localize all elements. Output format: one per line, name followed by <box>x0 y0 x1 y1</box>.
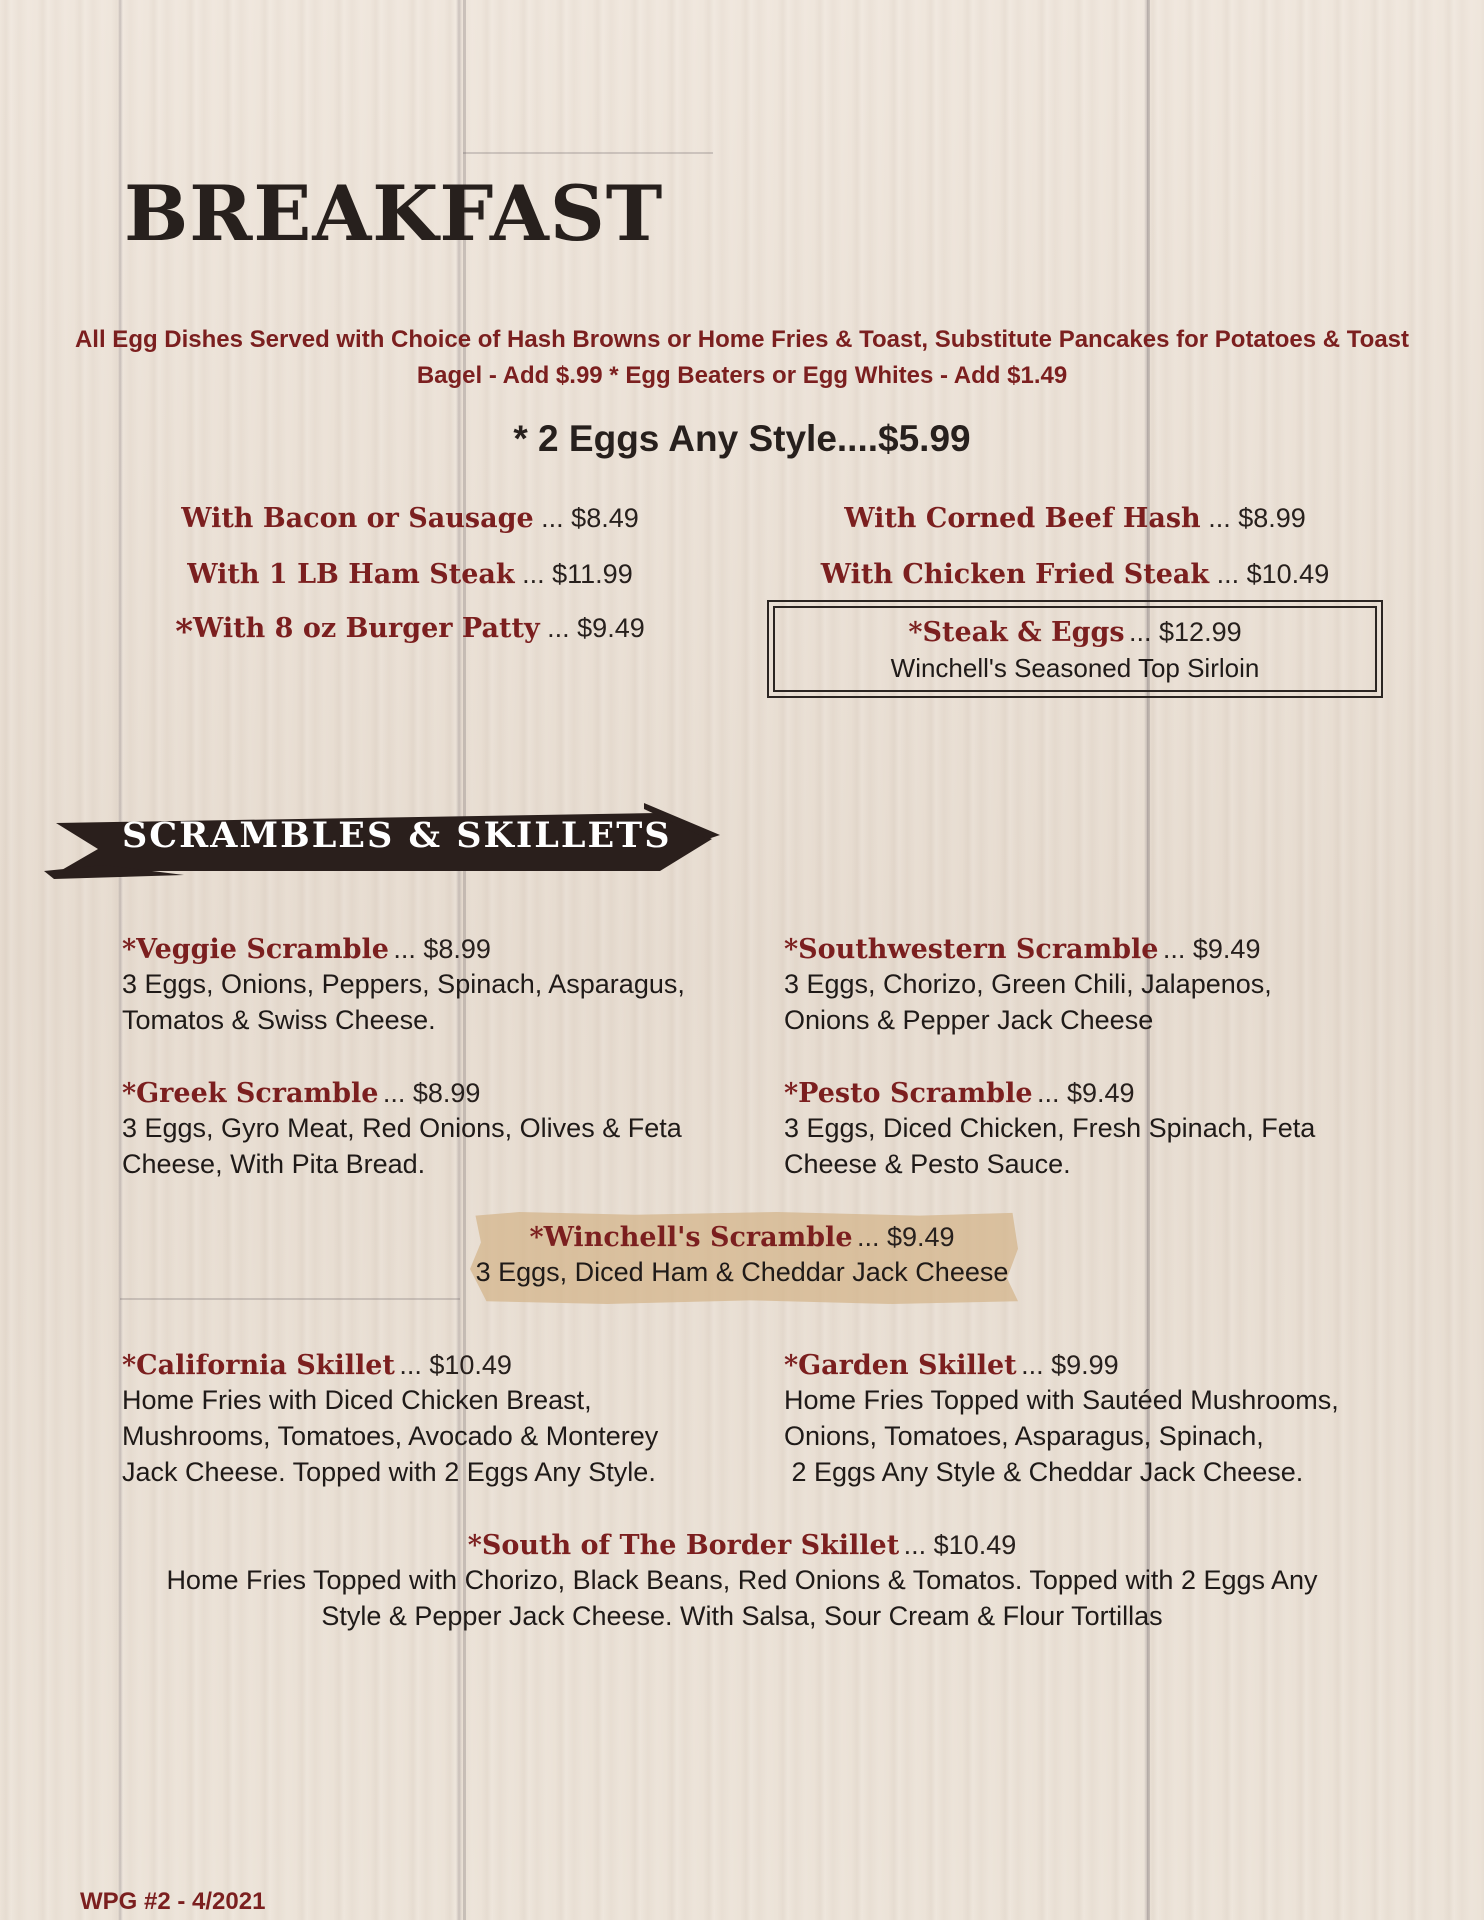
addon-price: ... $10.49 <box>1216 559 1330 589</box>
featured-desc: Winchell's Seasoned Top Sirloin <box>890 653 1260 684</box>
item-name: *Winchell's Scramble <box>529 1222 853 1253</box>
item-name: *Veggie Scramble <box>122 934 389 965</box>
item-price: ... $9.99 <box>1021 1350 1119 1380</box>
item-name: *South of The Border Skillet <box>467 1530 900 1561</box>
intro-line-1: All Egg Dishes Served with Choice of Hash Browns or Home Fries & Toast, Substitute Pancakes for Potatoes & Toast <box>74 326 1410 353</box>
menu-item-greek-scramble <box>122 1076 682 1183</box>
item-desc-line: 3 Eggs, Chorizo, Green Chili, Jalapenos, <box>784 969 1272 1000</box>
item-name: *California Skillet <box>122 1350 395 1381</box>
addon-price: ... $11.99 <box>522 559 633 589</box>
featured-steak-eggs-box <box>767 600 1383 698</box>
item-desc-line: Home Fries with Diced Chicken Breast, <box>122 1385 592 1416</box>
item-price: ... $10.49 <box>399 1350 512 1380</box>
item-price: ... $9.49 <box>856 1222 955 1252</box>
item-name: *Southwestern Scramble <box>784 934 1159 965</box>
footer-code: WPG #2 - 4/2021 <box>80 1888 266 1915</box>
addon-price: ... $8.49 <box>541 503 639 533</box>
featured-price: ... $12.99 <box>1129 617 1242 647</box>
addon-bacon-sausage <box>160 502 660 535</box>
addon-price: ... $9.49 <box>547 613 645 643</box>
menu-item-winchells-scramble <box>0 1220 1484 1291</box>
item-desc-line: 3 Eggs, Diced Chicken, Fresh Spinach, Feta <box>784 1113 1316 1144</box>
item-name: *Pesto Scramble <box>784 1078 1033 1109</box>
item-desc-line: Cheese & Pesto Sauce. <box>784 1149 1071 1179</box>
wood-seam <box>120 1298 460 1300</box>
addon-chicken-fried-steak <box>767 558 1383 591</box>
item-desc-line: 3 Eggs, Gyro Meat, Red Onions, Olives & Feta <box>122 1113 682 1144</box>
item-desc-line: Onions & Pepper Jack Cheese <box>784 1005 1154 1035</box>
item-name: *Greek Scramble <box>122 1078 379 1109</box>
item-desc-line: Onions, Tomatoes, Asparagus, Spinach, <box>784 1421 1264 1451</box>
item-price: ... $9.49 <box>1162 934 1261 964</box>
menu-item-pesto-scramble <box>784 1076 1315 1183</box>
addon-name: With Bacon or Sausage <box>181 503 534 534</box>
menu-item-southwestern-scramble <box>784 932 1272 1039</box>
item-desc-line: Jack Cheese. Topped with 2 Eggs Any Style. <box>122 1456 656 1487</box>
menu-item-california-skillet <box>122 1348 658 1491</box>
addon-name: With Chicken Fried Steak <box>820 559 1210 590</box>
addon-price: ... $8.99 <box>1208 503 1306 533</box>
menu-item-veggie-scramble <box>122 932 685 1039</box>
headline-two-eggs: * 2 Eggs Any Style....$5.99 <box>513 418 971 459</box>
item-price: ... $8.99 <box>382 1078 481 1108</box>
item-desc-line: 3 Eggs, Onions, Peppers, Spinach, Asparagus, <box>122 969 685 1000</box>
featured-steak-eggs <box>769 614 1381 687</box>
menu-item-garden-skillet <box>784 1348 1339 1491</box>
item-desc-line: 3 Eggs, Diced Ham & Cheddar Jack Cheese <box>475 1257 1009 1288</box>
wood-seam <box>463 152 713 154</box>
menu-item-south-of-the-border-skillet <box>0 1528 1484 1635</box>
addon-name: With Corned Beef Hash <box>844 503 1201 534</box>
addon-star: * <box>175 612 194 652</box>
addon-corned-beef-hash <box>767 502 1383 535</box>
item-desc-line: 2 Eggs Any Style & Cheddar Jack Cheese. <box>784 1456 1304 1487</box>
item-name: *Garden Skillet <box>784 1350 1017 1381</box>
item-desc-line: Style & Pepper Jack Cheese. With Salsa, Sour Cream & Flour Tortillas <box>321 1601 1163 1631</box>
item-price: ... $10.49 <box>903 1530 1017 1560</box>
page-title: BREAKFAST <box>124 169 664 258</box>
item-desc-line: Mushrooms, Tomatoes, Avocado & Monterey <box>122 1421 659 1451</box>
item-desc-line: Home Fries Topped with Chorizo, Black Beans, Red Onions & Tomatos. Topped with 2 Eggs Any <box>166 1565 1318 1596</box>
addon-ham-steak <box>160 558 660 591</box>
addon-name: With 1 LB Ham Steak <box>187 559 515 590</box>
item-desc-line: Cheese, With Pita Bread. <box>122 1149 426 1179</box>
intro-line-2: Bagel - Add $.99 * Egg Beaters or Egg Whites - Add $1.49 <box>416 362 1068 389</box>
item-desc-line: Home Fries Topped with Sautéed Mushrooms, <box>784 1385 1339 1416</box>
section-title: SCRAMBLES & SKILLETS <box>122 815 672 856</box>
featured-name: *Steak & Eggs <box>908 617 1125 648</box>
item-price: ... $8.99 <box>393 934 491 964</box>
addon-burger-patty <box>160 612 660 653</box>
item-desc-line: Tomatos & Swiss Cheese. <box>122 1005 436 1035</box>
item-price: ... $9.49 <box>1036 1078 1135 1108</box>
addon-name: With 8 oz Burger Patty <box>193 613 540 644</box>
